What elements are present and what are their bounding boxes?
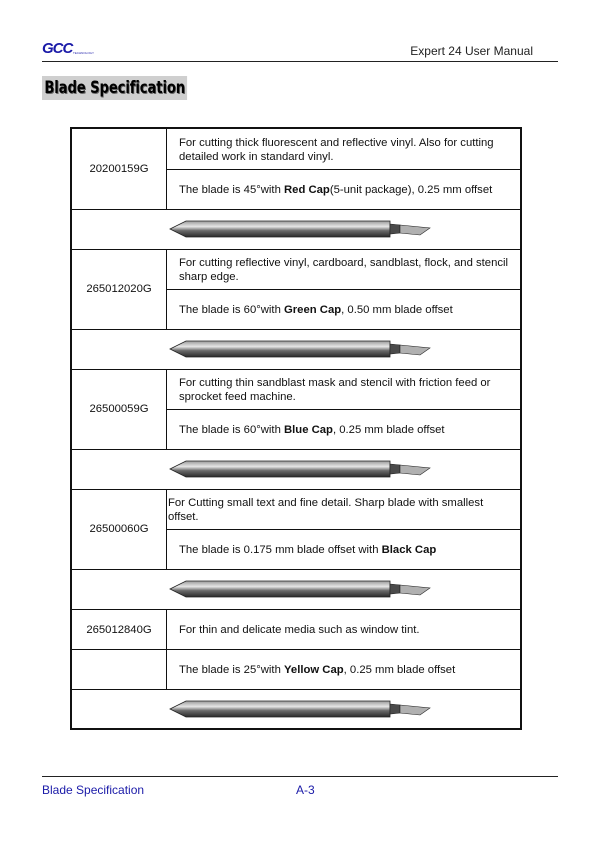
- blade-code: 265012020G: [86, 283, 152, 295]
- blade-shank: [170, 341, 390, 357]
- blade-spec-line: [167, 649, 520, 689]
- spec-text: The blade is 25°with: [179, 664, 284, 676]
- blade-spec-line: [167, 529, 520, 569]
- blade-use-description: For cutting thick fluorescent and reflective vinyl. Also for cutting detailed work in standard vinyl.: [179, 137, 494, 163]
- blade-illustration: [168, 456, 438, 482]
- blade-spec-line: [167, 289, 520, 329]
- blade-illustration: [168, 336, 438, 362]
- spec-text: , 0.25 mm blade offset: [332, 424, 445, 436]
- blade-use-description: For cutting thin sandblast mask and stencil with friction feed or sprocket feed machine.: [179, 377, 491, 403]
- header-title: Expert 24 User Manual: [410, 44, 533, 58]
- blade-shank: [170, 581, 390, 597]
- blade-illustration: [168, 576, 438, 602]
- cap-color-label: Yellow Cap: [284, 664, 344, 676]
- blade-code-cell: [72, 249, 166, 329]
- blade-code: 26500060G: [89, 523, 149, 535]
- blade-shank: [170, 461, 390, 477]
- blade-spec-line: [167, 169, 520, 209]
- footer-divider: [42, 776, 558, 777]
- gcc-logo: GCC: [42, 40, 73, 57]
- blade-neck: [390, 344, 400, 354]
- blade-spec-table: [70, 127, 522, 730]
- blade-code: 26500059G: [89, 403, 149, 415]
- spec-text: The blade is 0.175 mm blade offset with: [179, 544, 382, 556]
- table-row-divider: [72, 569, 520, 570]
- blade-neck: [390, 464, 400, 474]
- blade-code: 265012840G: [86, 624, 152, 636]
- table-row-divider: [72, 649, 166, 650]
- cap-color-label: Black Cap: [381, 544, 437, 556]
- blade-spec-line: [167, 409, 520, 449]
- blade-tip: [400, 225, 430, 235]
- blade-use-description: For Cutting small text and fine detail. Sharp blade with smallest offset.: [168, 497, 484, 523]
- blade-illustration: [168, 696, 438, 722]
- spec-text: (5-unit package), 0.25 mm offset: [329, 184, 493, 196]
- spec-text: The blade is 45°with: [179, 184, 284, 196]
- table-row-divider: [167, 649, 520, 650]
- table-row-divider: [72, 449, 520, 450]
- spec-text: The blade is 60°with: [179, 424, 284, 436]
- blade-code-cell: [72, 129, 166, 209]
- blade-illustration: [168, 216, 438, 242]
- spec-text: , 0.25 mm blade offset: [343, 664, 456, 676]
- blade-image-row: [168, 696, 438, 727]
- blade-image-row: [168, 456, 438, 487]
- gcc-logo-subtext: TECHNOLOGY: [73, 51, 95, 55]
- blade-code-cell: [72, 489, 166, 569]
- cap-color-label: Green Cap: [284, 304, 342, 316]
- blade-tip: [400, 585, 430, 595]
- blade-neck: [390, 704, 400, 714]
- blade-code-cell: [72, 369, 166, 449]
- footer-page-number: A-3: [296, 783, 315, 797]
- blade-shank: [170, 701, 390, 717]
- table-row-divider: [72, 689, 520, 690]
- table-row-divider: [167, 529, 520, 530]
- blade-code: 20200159G: [89, 163, 149, 175]
- table-row-divider: [167, 289, 520, 290]
- blade-use-description: For thin and delicate media such as window tint.: [179, 624, 420, 636]
- blade-neck: [390, 584, 400, 594]
- table-row-divider: [167, 169, 520, 170]
- blade-neck: [390, 224, 400, 234]
- table-row-divider: [72, 209, 520, 210]
- blade-code-cell: [72, 609, 166, 649]
- blade-tip: [400, 705, 430, 715]
- cap-color-label: Red Cap: [284, 184, 330, 196]
- spec-text: The blade is 60°with: [179, 304, 284, 316]
- cap-color-label: Blue Cap: [284, 424, 333, 436]
- table-row-divider: [167, 409, 520, 410]
- blade-use-description: For cutting reflective vinyl, cardboard, sandblast, flock, and stencil sharp edge.: [179, 257, 509, 283]
- blade-image-row: [168, 336, 438, 367]
- header-divider: [42, 61, 558, 62]
- footer-section-label: Blade Specification: [42, 783, 145, 797]
- blade-tip: [400, 465, 430, 475]
- blade-image-row: [168, 576, 438, 607]
- blade-shank: [170, 221, 390, 237]
- spec-text: , 0.50 mm blade offset: [341, 304, 453, 316]
- blade-image-row: [168, 216, 438, 247]
- table-row-divider: [72, 329, 520, 330]
- blade-tip: [400, 345, 430, 355]
- section-title: Blade Specification: [42, 76, 187, 100]
